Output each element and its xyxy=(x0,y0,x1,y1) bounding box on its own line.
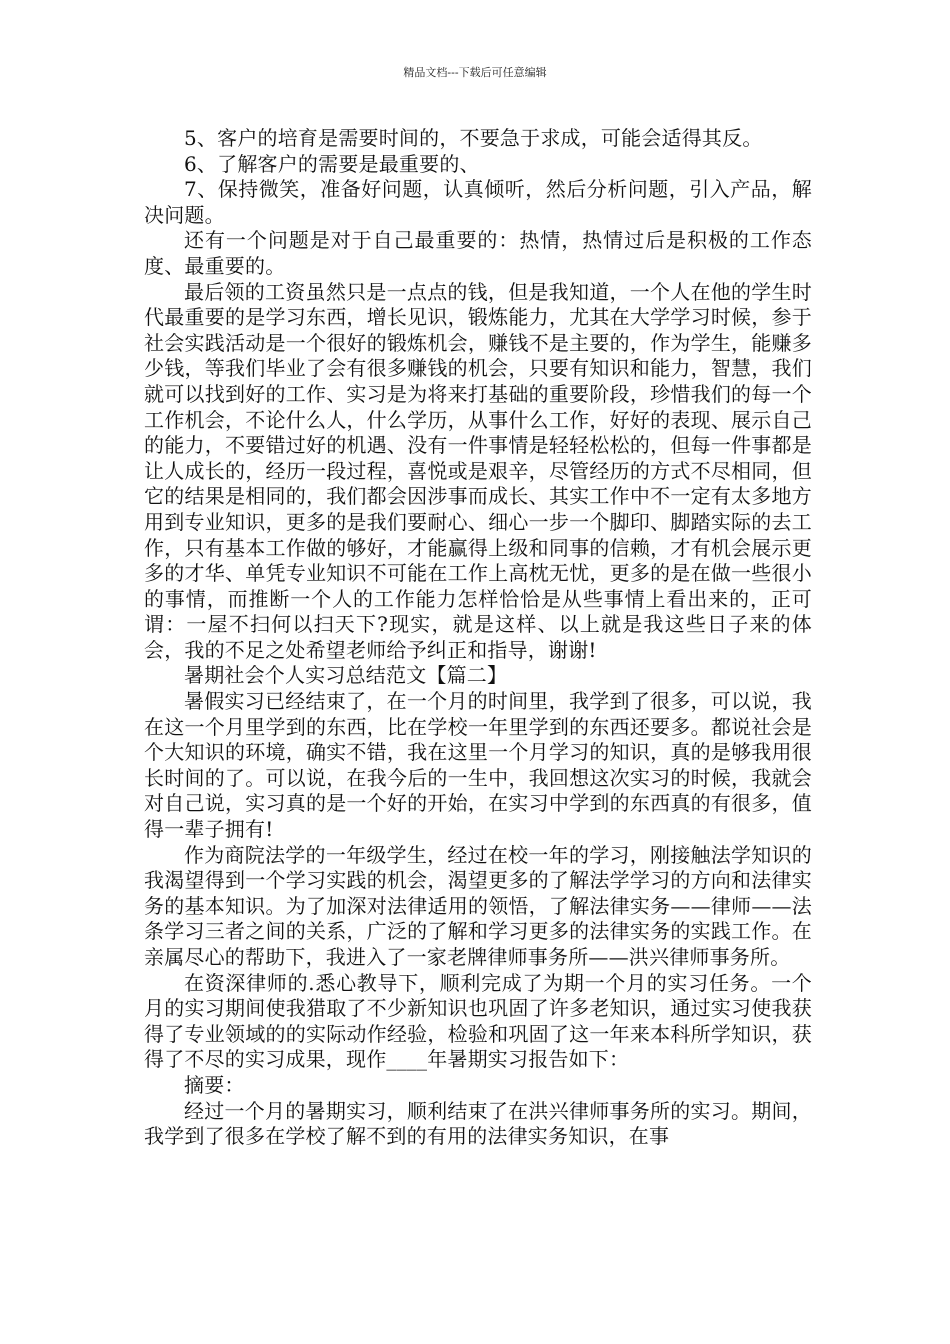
section-heading-part-two: 暑期社会个人实习总结范文【篇二】 xyxy=(184,663,508,688)
paragraph-guidance: 在资深律师的.悉心教导下，顺利完成了为期一个月的实习任务。一个月的实习期间使我猎取了不少新知识也巩固了许多老知识，通过实习使我获得了专业领域的的实际动作经验，检验和巩固了这一年来本科所学知识，获得了不尽的实习成果，现作____年暑期实习报告如下： xyxy=(144,970,812,1072)
paragraph-enthusiasm: 还有一个问题是对于自己最重要的：热情，热情过后是积极的工作态度、最重要的。 xyxy=(144,228,812,278)
abstract-heading: 摘要： xyxy=(184,1072,245,1097)
paragraph-abstract: 经过一个月的暑期实习，顺利结束了在洪兴律师事务所的实习。期间，我学到了很多在学校了解不到的有用的法律实务知识，在事 xyxy=(144,1098,812,1149)
document-body xyxy=(144,126,812,1150)
paragraph-internship-ended: 暑假实习已经结束了，在一个月的时间里，我学到了很多，可以说，我在这一个月里学到的东西，比在学校一年里学到的东西还要多。都说社会是个大知识的环境，确实不错，我在这里一个月学习的知识，真的是够我用很长时间的了。可以说，在我今后的一生中，我回想这次实习的时候，我就会对自己说，实习真的是一个好的开始，在实习中学到的东西真的有很多，值得一辈子拥有! xyxy=(144,689,812,842)
page-header: 精品文档---下载后可任意编辑 xyxy=(403,66,547,79)
list-item-5: 5、客户的培育是需要时间的，不要急于求成，可能会适得其反。 xyxy=(184,126,763,150)
paragraph-reflection: 最后领的工资虽然只是一点点的钱，但是我知道，一个人在他的学生时代最重要的是学习东西，增长见识，锻炼能力，尤其在大学学习时候，参于社会实践活动是一个很好的锻炼机会，赚钱不是主要的，作为学生，能赚多少钱，等我们毕业了会有很多赚钱的机会，只要有知识和能力，智慧，我们就可以找到好的工作、实习是为将来打基础的重要阶段，珍惜我们的每一个工作机会，不论什么人，什么学历，从事什么工作，好好的表现、展示自己的能力，不要错过好的机遇、没有一件事情是轻轻松松的，但每一件事都是让人成长的，经历一段过程，喜悦或是艰辛，尽管经历的方式不尽相同，但它的结果是相同的，我们都会因涉事而成长、其实工作中不一定有太多地方用到专业知识，更多的是我们要耐心、细心一步一个脚印、脚踏实际的去工作，只有基本工作做的够好，才能赢得上级和同事的信赖，才有机会展示更多的才华、单凭专业知识不可能在工作上高枕无忧，更多的是在做一些很小的事情，而推断一个人的工作能力怎样恰恰是从些事情上看出来的，正可谓：一屋不扫何以扫天下?现实，就是这样、以上就是我这些日子来的体会，我的不足之处希望老师给予纠正和指导，谢谢! xyxy=(144,279,812,662)
paragraph-law-student: 作为商院法学的一年级学生，经过在校一年的学习，刚接触法学知识的我渴望得到一个学习实践的机会，渴望更多的了解法学学习的方向和法律实务的基本知识。为了加深对法律适用的领悟，了解法律实务——律师——法条学习三者之间的关系，广泛的了解和学习更多的法律实务的实践工作。在亲属尽心的帮助下，我进入了一家老牌律师事务所——洪兴律师事务所。 xyxy=(144,842,812,969)
list-item-7: 7、保持微笑，准备好问题，认真倾听，然后分析问题，引入产品，解决问题。 xyxy=(144,177,812,227)
list-item-6: 6、了解客户的需要是最重要的、 xyxy=(184,151,480,176)
